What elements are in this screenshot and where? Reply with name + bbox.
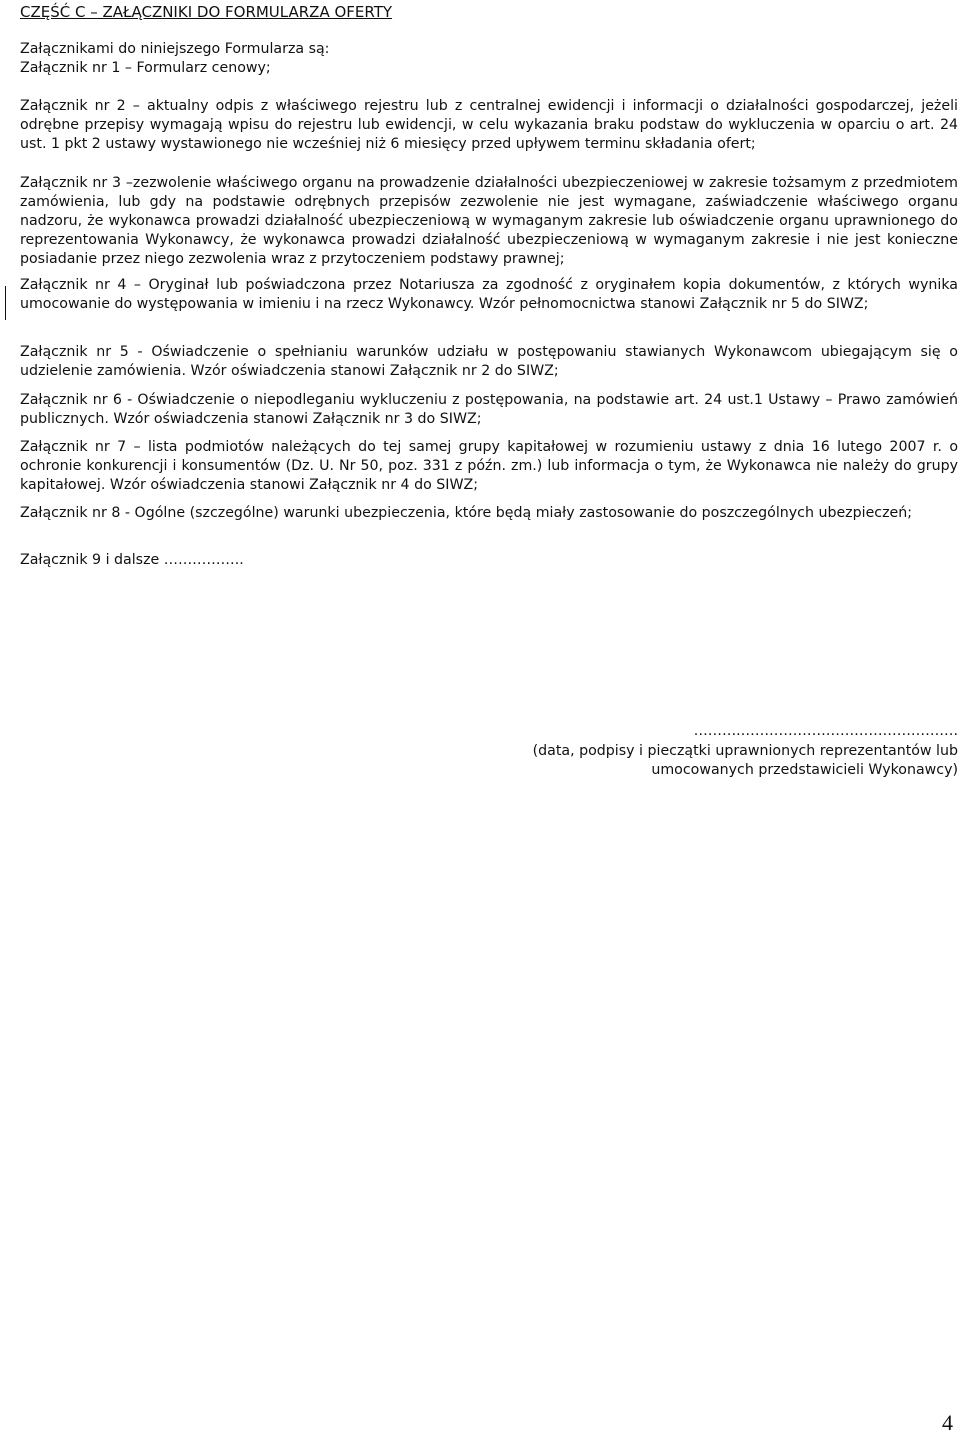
attachment-item-9: Załącznik 9 i dalsze ……………..	[20, 552, 244, 568]
attachment-item-8: Załącznik nr 8 - Ogólne (szczególne) warunki ubezpieczenia, które będą miały zastosowanie do poszczególnych ubezpieczeń;	[20, 505, 913, 521]
section-heading: CZĘŚĆ C – ZAŁĄCZNIKI DO FORMULARZA OFERTY	[20, 3, 393, 21]
attachment-item-6: Załącznik nr 6 - Oświadczenie o niepodleganiu wykluczeniu z postępowania, na podstawie art. 24 ust.1 Ustawy – Prawo zamówień publicznych. Wzór oświadczenia stanowi Załącznik nr 3 do SIWZ;	[20, 392, 958, 427]
signature-caption: (data, podpisy i pieczątki uprawnionych reprezentantów lub umocowanych przedstawicieli Wykonawcy)	[532, 743, 958, 778]
intro-text: Załącznikami do niniejszego Formularza są:	[20, 41, 330, 57]
attachment-item-4: Załącznik nr 4 – Oryginał lub poświadczona przez Notariusza za zgodność z oryginałem kopia dokumentów, z których wynika umocowanie do występowania w imieniu i na rzecz Wykonawcy. Wzór pełnomocnictwa stanowi Załącznik nr 5 do SIWZ;	[20, 277, 958, 312]
page-number: 4	[942, 1410, 953, 1435]
revision-change-bar	[5, 286, 6, 320]
attachment-item-7: Załącznik nr 7 – lista podmiotów należących do tej samej grupy kapitałowej w rozumieniu ustawy z dnia 16 lutego 2007 r. o ochronie konkurencji i konsumentów (Dz. U. Nr 50, poz. 331 z późn. zm.) lub informacja o tym, że Wykonawca nie należy do grupy kapitałowej. Wzór oświadczenia stanowi Załącznik nr 4 do SIWZ;	[20, 439, 958, 493]
attachment-item-1: Załącznik nr 1 – Formularz cenowy;	[20, 60, 271, 76]
attachment-item-3: Załącznik nr 3 –zezwolenie właściwego organu na prowadzenie działalności ubezpieczeniowej w zakresie tożsamym z przedmiotem zamówienia, lub gdy na podstawie odrębnych przepisów zezwolenie nie jest wymagane, zaświadczenie właściwego organu nadzoru, że wykonawca prowadzi działalność ubezpieczeniową w wymaganym zakresie lub oświadczenie organu uprawnionego do reprezentowania Wykonawcy, że wykonawca prowadzi działalność ubezpieczeniową w wymaganym zakresie i nie jest konieczne posiadanie przez niego zezwolenia wraz z przytoczeniem podstawy prawnej;	[20, 175, 958, 267]
attachment-item-5: Załącznik nr 5 - Oświadczenie o spełnianiu warunków udziału w postępowaniu stawianych Wykonawcom ubiegającym się o udzielenie zamówienia. Wzór oświadczenia stanowi Załącznik nr 2 do SIWZ;	[20, 344, 958, 379]
attachment-item-2: Załącznik nr 2 – aktualny odpis z właściwego rejestru lub z centralnej ewidencji i informacji o działalności gospodarczej, jeżeli odrębne przepisy wymagają wpisu do rejestru lub ewidencji, w celu wykazania braku podstaw do wykluczenia w oparciu o art. 24 ust. 1 pkt 2 ustawy wystawionego nie wcześniej niż 6 miesięcy przed upływem terminu składania ofert;	[20, 98, 958, 152]
signature-dotted-line: ……….……………………………………….	[693, 723, 958, 739]
